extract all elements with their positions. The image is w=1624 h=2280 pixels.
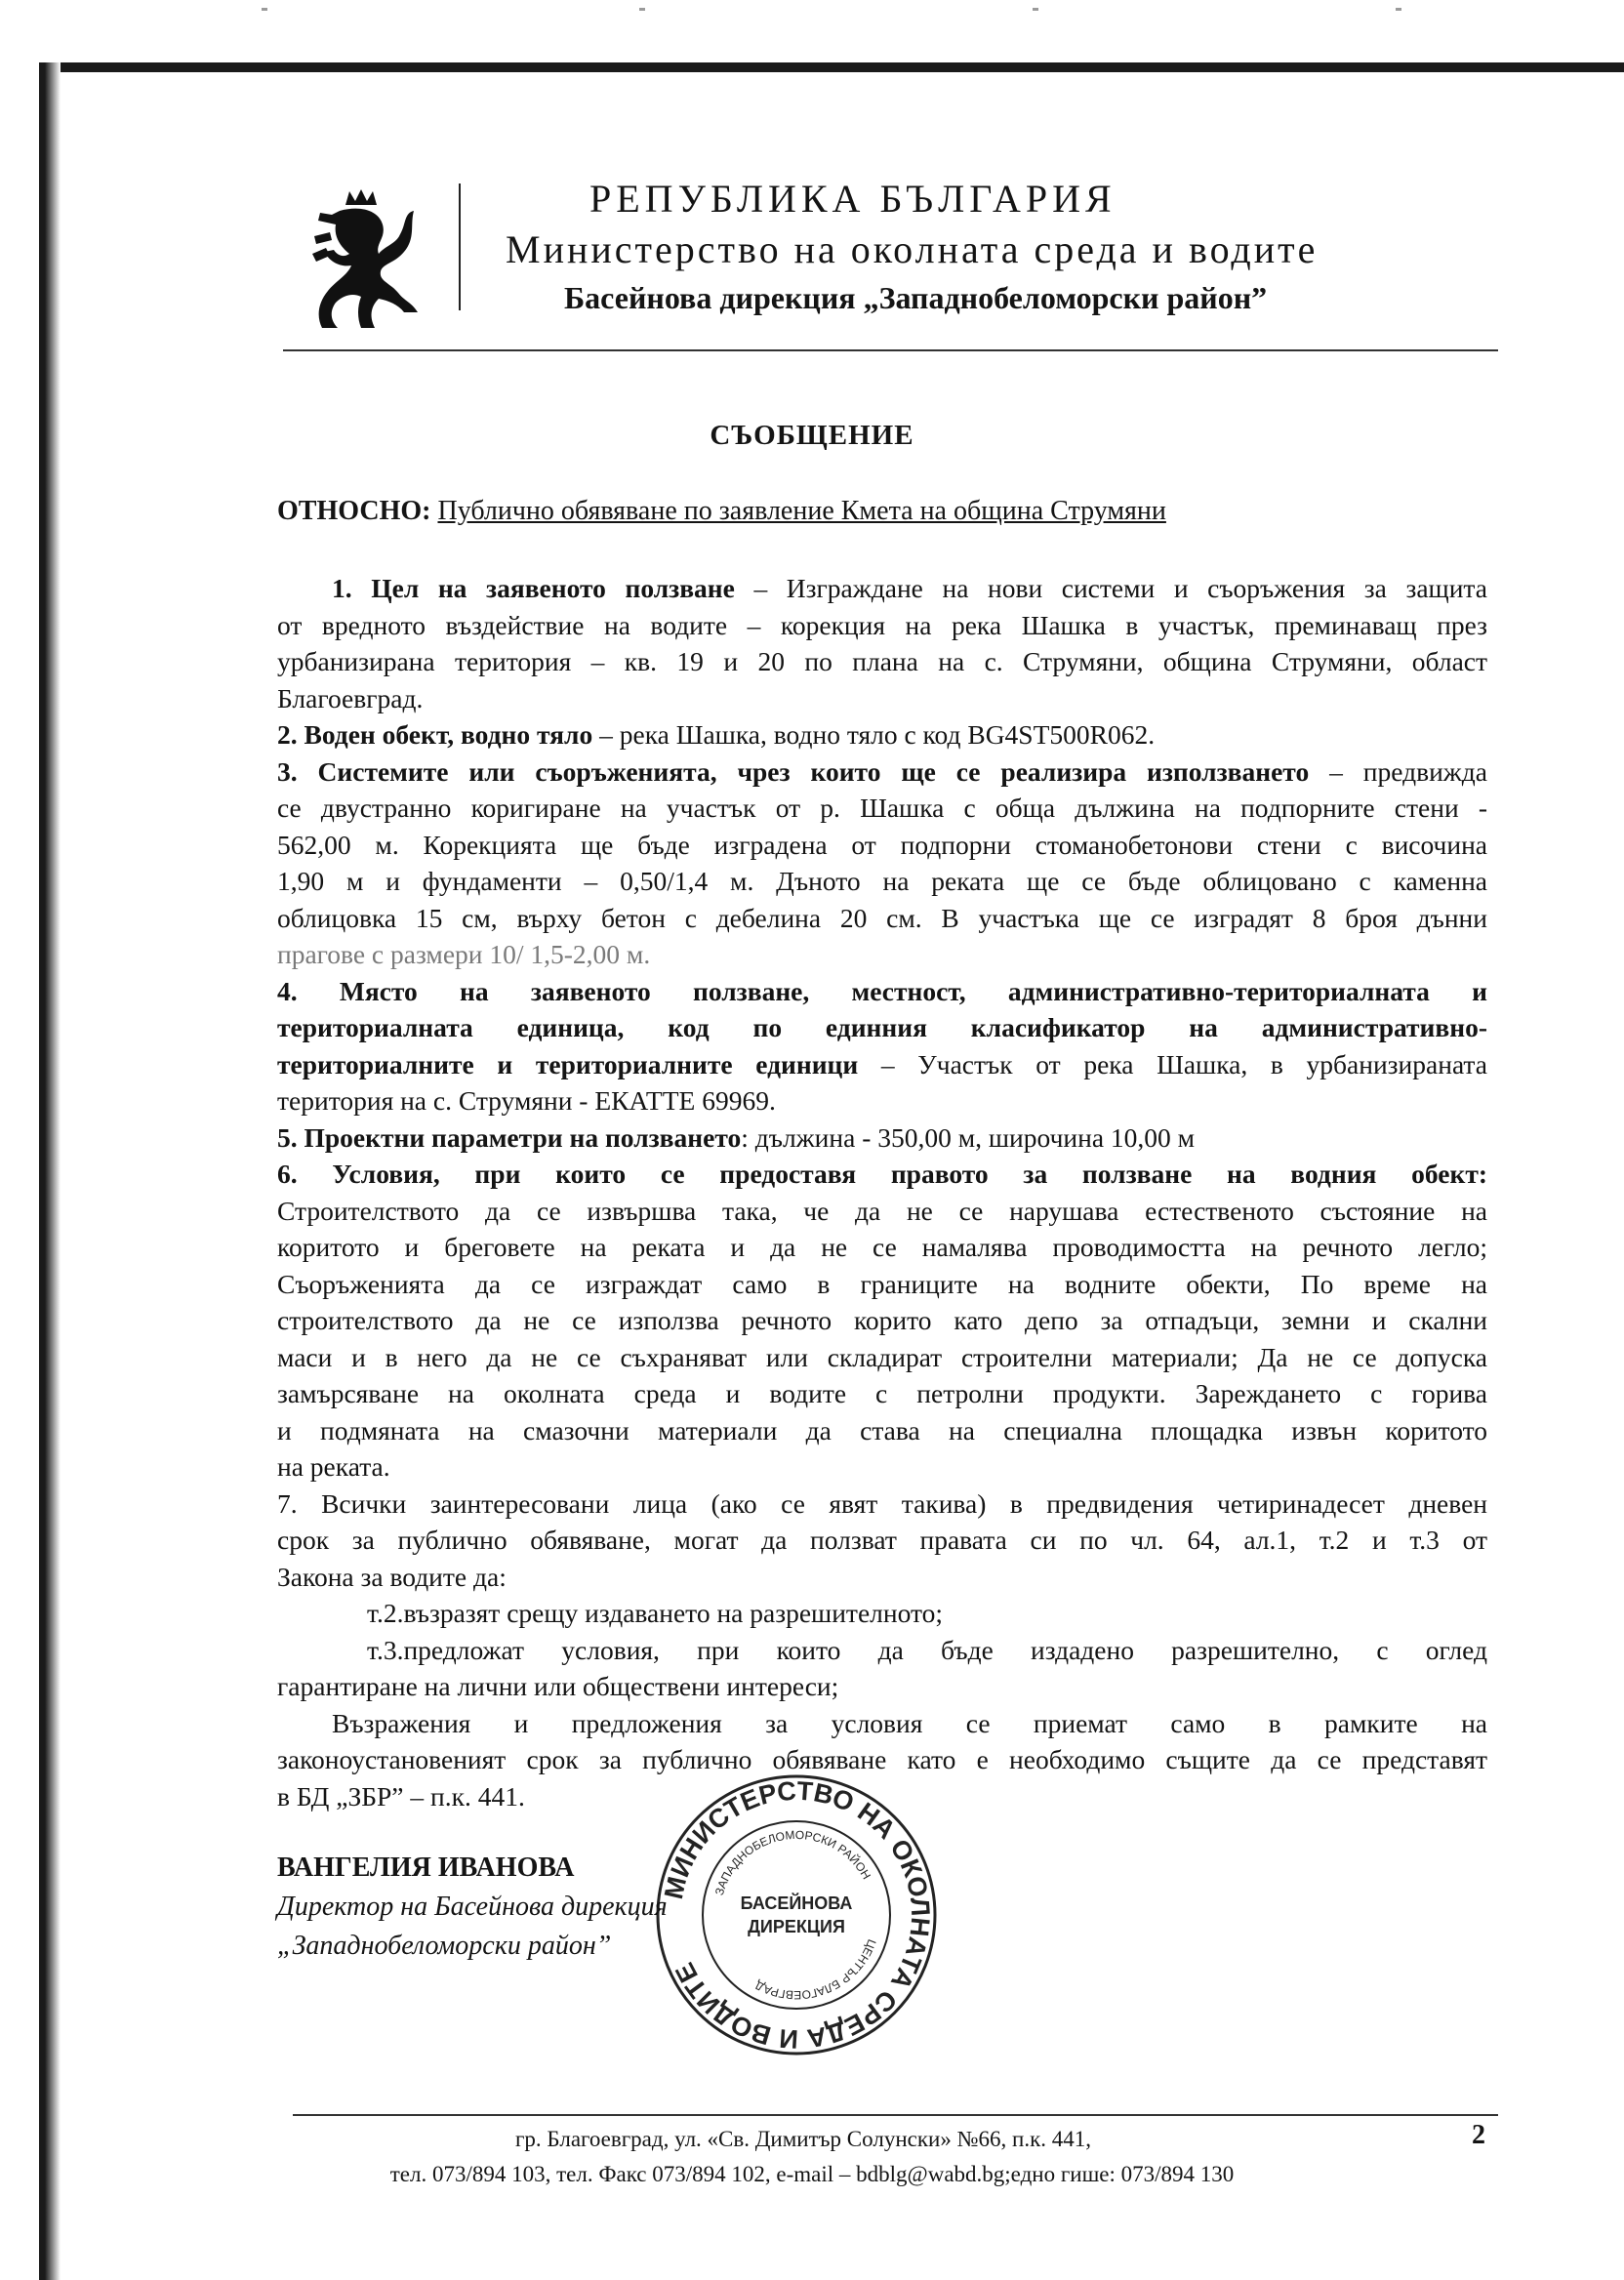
paragraph-6-line: строителството да не се използва речното корито като депо за отпадъци, земни и скални	[277, 1305, 1487, 1335]
paragraph-1-line: от вредното въздействие на водите – корекция на река Шашка в участък, преминаващ през	[277, 609, 1487, 640]
paragraph-7-line: т.2.възразят срещу издаването на разрешителното;	[367, 1598, 944, 1628]
scan-edge-left	[39, 62, 61, 2280]
stamp-center-text: БАСЕЙНОВА	[740, 1893, 853, 1913]
subject-line	[277, 496, 1166, 527]
subject-text: Публично обявяване по заявление Кмета на община Струмяни	[437, 496, 1166, 526]
subject-label: ОТНОСНО:	[277, 496, 431, 526]
letterhead-divider	[459, 183, 461, 310]
paragraph-3-line	[277, 753, 1487, 791]
paragraph-3-line: 562,00 м. Корекцията ще бъде изградена от подпорни стоманобетонови стени с височина	[277, 829, 1487, 860]
paragraph-6-line: и подмяната на смазочни материали да става на специална площадка извън коритото	[277, 1414, 1487, 1445]
paragraph-6-line: Строителството да се извършва така, че да не се нарушава естественото състояние на	[277, 1195, 1487, 1226]
paragraph-7-line: срок за публично обявяване, могат да ползват правата си по чл. 64, ал.1, т.2 и т.3 от	[277, 1525, 1487, 1555]
scan-speck	[1396, 8, 1401, 11]
signatory-title-2: „Западнобеломорски район”	[277, 1931, 612, 1961]
paragraph-1-label: 1. Цел на заявеното ползване	[332, 573, 735, 603]
scan-edge-top	[39, 62, 1624, 72]
paragraph-6-line: маси и в него да не се съхраняват или складират строителни материали; Да не се допуска	[277, 1341, 1487, 1372]
document-title: СЪОБЩЕНИЕ	[710, 420, 914, 451]
paragraph-2-line	[277, 716, 1487, 753]
footer-rule	[293, 2114, 1498, 2116]
paragraph-5-text: : дължина - 350,00 м, широчина 10,00 м	[741, 1121, 1196, 1153]
stamp-center-text-2: ДИРЕКЦИЯ	[748, 1917, 845, 1936]
paragraph-3-text: – предвижда	[1309, 755, 1488, 787]
stamp-inner-text-2: ЦЕНТЪР БЛАГОЕВГРАД	[752, 1937, 879, 2003]
paragraph-3-line: облицовка 15 см, върху бетон с дебелина 20 см. В участъка ще се изградят 8 броя дънни	[277, 902, 1487, 933]
paragraph-3-line: се двустранно коригиране на участък от р. Шашка с обща дължина на подпорните стени -	[277, 793, 1487, 823]
paragraph-5-line	[277, 1120, 1487, 1157]
footer-contact-line: тел. 073/894 103, тел. Факс 073/894 102, e-mail – bdblg@wabd.bg;едно гише: 073/894 130	[389, 2162, 1235, 2186]
country-title: РЕПУБЛИКА БЪЛГАРИЯ	[589, 177, 1116, 221]
paragraph-4-label: териториалните и териториалните единици	[277, 1048, 859, 1079]
paragraph-7-line: гарантиране на лични или обществени интереси;	[277, 1671, 839, 1701]
paragraph-1-line: Благоевград.	[277, 682, 424, 713]
paragraph-4-line: териториалната единица, код по единния класификатор на административно-	[277, 1012, 1487, 1042]
stamp-outer-text: МИНИСТЕРСТВО НА ОКОЛНАТА СРЕДА И ВОДИТЕ	[658, 1775, 936, 2055]
paragraph-7-line: Възражения и предложения за условия се приемат само в рамките на	[332, 1707, 1487, 1738]
paragraph-6-line: замърсяване на околната среда и водите с петролни продукти. Зареждането с горива	[277, 1378, 1487, 1408]
signatory-name: ВАНГЕЛИЯ ИВАНОВА	[277, 1852, 575, 1883]
page-number: 2	[1472, 2120, 1485, 2150]
paragraph-4-line	[277, 1046, 1487, 1083]
signatory-title: Директор на Басейнова дирекция	[277, 1892, 668, 1922]
stamp-inner-ring	[703, 1821, 890, 2009]
paragraph-4-line: територия на с. Струмяни - ЕКАТТЕ 69969.	[277, 1085, 776, 1116]
paragraph-3-line: 1,90 м и фундаменти – 0,50/1,4 м. Дъното на реката ще се бъде облицовано с каменна	[277, 866, 1487, 896]
ministry-title: Министерство на околната среда и водите	[506, 227, 1319, 271]
paragraph-2-label: 2. Воден обект, водно тяло	[277, 719, 593, 750]
paragraph-7-line: законоустановеният срок за публично обявяване като е необходимо същите да се представят	[277, 1744, 1487, 1774]
paragraph-7-line: в БД „ЗБР” – п.к. 441.	[277, 1780, 525, 1812]
letterhead-titles	[506, 174, 1462, 320]
paragraph-5-label: 5. Проектни параметри на ползването	[277, 1121, 742, 1153]
paragraph-1-text: – Изграждане на нови системи и съоръжения за защита	[734, 573, 1487, 603]
official-stamp	[650, 1769, 943, 2061]
scan-speck	[639, 8, 645, 11]
letterhead	[310, 174, 1452, 330]
paragraph-3-label: 3. Системите или съоръженията, чрез които ще се реализира използването	[277, 755, 1310, 787]
footer-address-line: гр. Благоевград, ул. «Св. Димитър Солунски» №66, п.к. 441,	[515, 2127, 1091, 2151]
footer-address	[0, 2122, 1624, 2192]
document-body	[277, 570, 1487, 1814]
paragraph-6-line: коритото и бреговете на реката и да не се намалява проводимостта на речното легло;	[277, 1232, 1487, 1262]
paragraph-1-line: урбанизирана територия – кв. 19 и 20 по плана на с. Струмяни, община Струмяни, област	[277, 646, 1487, 676]
paragraph-7-line: Закона за водите да:	[277, 1561, 507, 1592]
paragraph-2-text: – река Шашка, водно тяло с код BG4ST500R062.	[592, 719, 1156, 750]
paragraph-6-line: Съоръженията да се изграждат само в границите на водните обекти, По време на	[277, 1268, 1487, 1299]
paragraph-4-line: 4. Място на заявеното ползване, местност, административно-териториалната и	[277, 975, 1487, 1006]
paragraph-6-line: на реката.	[277, 1451, 390, 1482]
scan-speck	[262, 8, 267, 11]
stamp-inner-text: ЗАПАДНОБЕЛОМОРСКИ РАЙОН	[711, 1827, 874, 1897]
scan-speck	[1033, 8, 1038, 11]
paragraph-7-line: т.3.предложат условия, при които да бъде издадено разрешително, с оглед	[367, 1634, 1487, 1665]
lion-crest-icon	[310, 185, 423, 332]
paragraph-1-line	[277, 570, 1487, 607]
paragraph-7-line: 7. Всички заинтересовани лица (ако се явят такива) в предвидения четиринадесет дневен	[277, 1487, 1487, 1519]
header-rule	[283, 349, 1498, 351]
paragraph-6-line: 6. Условия, при които се предоставя правото за ползване на водния обект:	[277, 1159, 1487, 1189]
directorate-title: Басейнова дирекция „Западнобеломорски район”	[564, 280, 1268, 315]
paragraph-3-line: прагове с размери 10/ 1,5-2,00 м.	[277, 939, 651, 969]
paragraph-4-text: – Участък от река Шашка, в урбанизираната	[858, 1048, 1487, 1079]
